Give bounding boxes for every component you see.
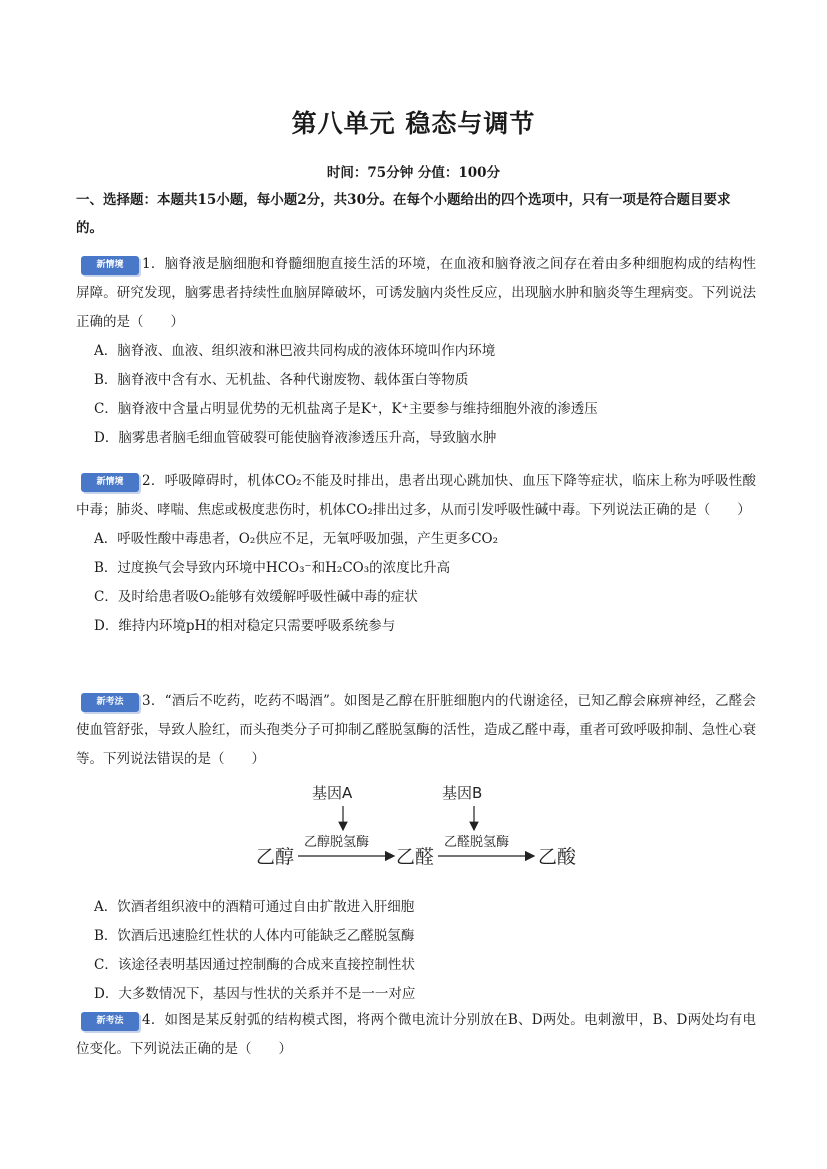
question-3 bbox=[76, 687, 756, 1009]
option-d: D．维持内环境pH的相对稳定只需要呼吸系统参与 bbox=[94, 618, 396, 634]
option-c: C．该途径表明基因通过控制酶的合成来直接控制性状 bbox=[94, 957, 415, 973]
exam-meta: 时间：75分钟 分值：100分 bbox=[326, 165, 501, 181]
question-text: 3．“酒后不吃药，吃药不喝酒”。如图是乙醇在肝脏细胞内的代谢途径，已知乙醇会麻痹神经，乙醛会使血管舒张，导致人脸红，而头孢类分子可抑制乙醛脱氢酶的活性，造成乙醛中毒，重者可致呼吸抑制、急性心衰等。下列说法错误的是（ ） bbox=[76, 693, 756, 767]
question-stem bbox=[76, 1006, 756, 1064]
gene-b-label: 基因B bbox=[442, 784, 483, 802]
option-a: A．呼吸性酸中毒患者，O₂供应不足，无氧呼吸加强，产生更多CO₂ bbox=[94, 531, 499, 547]
acetaldehyde-label: 乙醛 bbox=[396, 846, 435, 868]
enzyme-2-label: 乙醛脱氢酶 bbox=[444, 835, 510, 850]
question-stem bbox=[76, 250, 756, 337]
question-2 bbox=[76, 467, 756, 641]
question-4 bbox=[76, 1006, 756, 1064]
gene-a-label: 基因A bbox=[312, 784, 353, 802]
option-list bbox=[76, 337, 756, 453]
option-c: C．及时给患者吸O₂能够有效缓解呼吸性碱中毒的症状 bbox=[94, 589, 418, 605]
question-1 bbox=[76, 250, 756, 453]
option-list bbox=[76, 525, 756, 641]
question-stem bbox=[76, 467, 756, 525]
page-title: 第八单元 稳态与调节 bbox=[291, 109, 536, 138]
question-badge: 新考法 bbox=[81, 693, 139, 712]
question-badge: 新情境 bbox=[81, 473, 139, 492]
ethanol-label: 乙醇 bbox=[256, 846, 295, 868]
question-text: 2．呼吸障碍时，机体CO₂不能及时排出，患者出现心跳加快、血压下降等症状，临床上称为呼吸性酸中毒；肺炎、哮喘、焦虑或极度悲伤时，机体CO₂排出过多，从而引发呼吸性碱中毒。下列说法正确的是（ ） bbox=[76, 473, 756, 518]
option-a: A．脑脊液、血液、组织液和淋巴液共同构成的液体环境叫作内环境 bbox=[94, 343, 496, 359]
option-list bbox=[76, 893, 756, 1009]
option-c: C．脑脊液中含量占明显优势的无机盐离子是K⁺，K⁺主要参与维持细胞外液的渗透压 bbox=[94, 401, 598, 417]
option-d: D．大多数情况下，基因与性状的关系并不是一一对应 bbox=[94, 986, 416, 1002]
option-b: B．过度换气会导致内环境中HCO₃⁻和H₂CO₃的浓度比升高 bbox=[94, 560, 451, 576]
acetic-acid-label: 乙酸 bbox=[538, 846, 577, 868]
question-badge: 新情境 bbox=[81, 256, 139, 275]
option-b: B．饮酒后迅速脸红性状的人体内可能缺乏乙醛脱氢酶 bbox=[94, 928, 415, 944]
question-text: 1．脑脊液是脑细胞和脊髓细胞直接生活的环境，在血液和脑脊液之间存在着由多种细胞构成的结构性屏障。研究发现，脑雾患者持续性血脑屏障破坏，可诱发脑内炎性反应，出现脑水肿和脑炎等生理病变。下列说法正确的是（ ） bbox=[76, 256, 756, 330]
section-heading: 一、选择题：本题共15小题，每小题2分，共30分。在每个小题给出的四个选项中，只有一项是符合题目要求的。 bbox=[76, 192, 731, 236]
option-a: A．饮酒者组织液中的酒精可通过自由扩散进入肝细胞 bbox=[94, 899, 415, 915]
enzyme-1-label: 乙醇脱氢酶 bbox=[304, 835, 370, 850]
question-stem bbox=[76, 687, 756, 774]
metabolic-pathway-diagram bbox=[76, 780, 756, 880]
question-text: 4．如图是某反射弧的结构模式图，将两个微电流计分别放在B、D两处。电刺激甲，B、D两处均有电位变化。下列说法正确的是（ ） bbox=[76, 1012, 756, 1057]
option-b: B．脑脊液中含有水、无机盐、各种代谢废物、载体蛋白等物质 bbox=[94, 372, 469, 388]
question-badge: 新考法 bbox=[81, 1012, 139, 1031]
option-d: D．脑雾患者脑毛细血管破裂可能使脑脊液渗透压升高，导致脑水肿 bbox=[94, 430, 497, 446]
